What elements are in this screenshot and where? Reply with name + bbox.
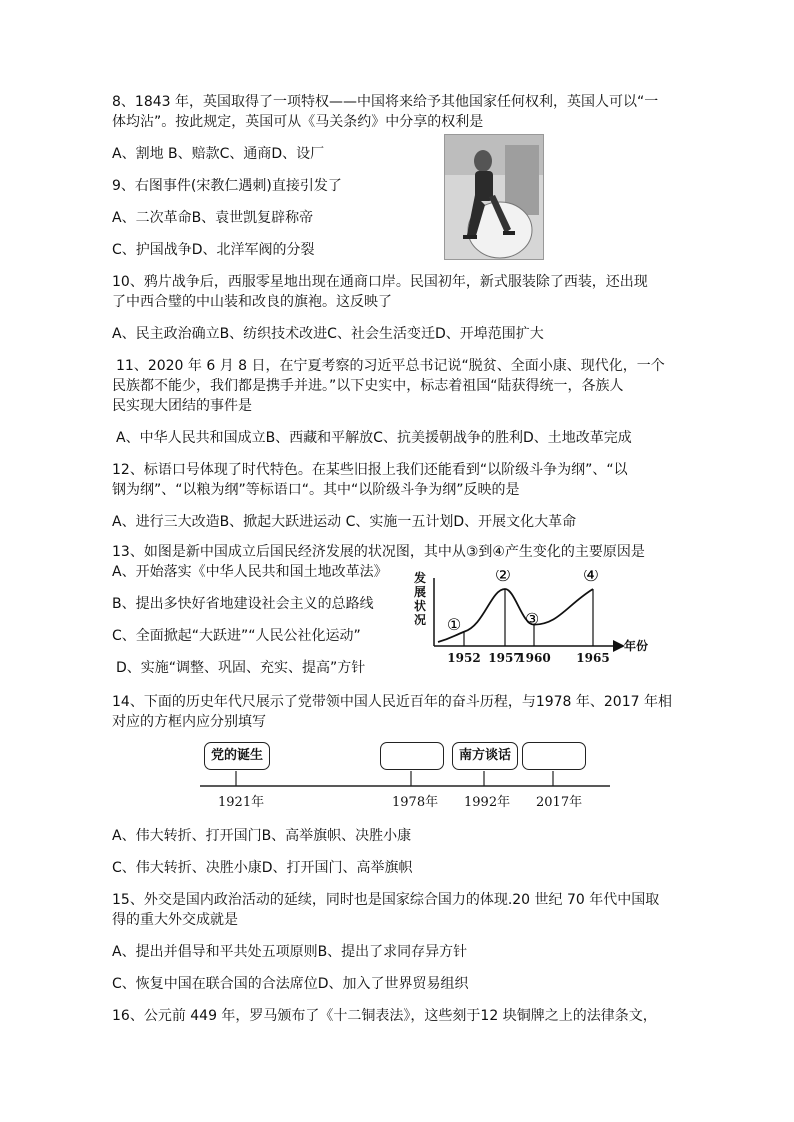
timeline-box-1992: 南方谈话 xyxy=(452,742,518,770)
q13-option-c: C、全面掀起“大跃进”“人民公社化运动” xyxy=(112,628,361,644)
q15-stem-line2: 得的重大外交成就是 xyxy=(112,912,238,928)
chart-point-label: ① xyxy=(446,614,462,634)
q15-stem-line1: 15、外交是国内政治活动的延续，同时也是国家综合国力的体现.20 世纪 70 年代中国取 xyxy=(112,892,660,908)
timeline-year-1992: 1992年 xyxy=(464,795,511,810)
q10-options: A、民主政治确立B、纺织技术改进C、社会生活变迁D、开埠范围扩大 xyxy=(112,326,544,342)
timeline-year-1921: 1921年 xyxy=(218,795,265,810)
song-jiaoren-photo xyxy=(444,134,544,260)
chart-tick-label: 1952 xyxy=(447,651,481,665)
q12-stem-line1: 12、标语口号体现了时代特色。在某些旧报上我们还能看到“以阶级斗争为纲”、“以 xyxy=(112,462,628,478)
q8-options: A、割地 B、赔款C、通商D、设厂 xyxy=(112,146,325,162)
economic-development-chart xyxy=(410,570,665,670)
q13-option-b: B、提出多快好省地建设社会主义的总路线 xyxy=(112,596,374,612)
q13-option-a: A、开始落实《中华人民共和国土地改革法》 xyxy=(112,564,388,580)
q15-options-2: C、恢复中国在联合国的合法席位D、加入了世界贸易组织 xyxy=(112,976,469,992)
chart-xlabel: 年份 xyxy=(624,639,649,653)
q12-stem-line2: 钢为纲”、“以粮为纲”等标语口“。其中“以阶级斗争为纲”反映的是 xyxy=(112,482,520,498)
chart-tick-label: 1957 xyxy=(488,651,522,665)
chart-tick-label: 1965 xyxy=(576,651,610,665)
q14-stem-line2: 对应的方框内应分别填写 xyxy=(112,714,266,730)
chart-point-label: ③ xyxy=(524,609,540,629)
q15-options-1: A、提出并倡导和平共处五项原则B、提出了求同存异方针 xyxy=(112,944,468,960)
q11-options: A、中华人民共和国成立B、西藏和平解放C、抗美援朝战争的胜利D、土地改革完成 xyxy=(116,430,632,446)
q9-stem: 9、右图事件(宋教仁遇刺)直接引发了 xyxy=(112,178,342,194)
q13-stem: 13、如图是新中国成立后国民经济发展的状况图，其中从③到④产生变化的主要原因是 xyxy=(112,544,645,560)
q11-stem-line2: 民族都不能少，我们都是携手并进。”以下史实中，标志着祖国“陆获得统一，各族人 xyxy=(112,378,624,394)
history-timeline xyxy=(196,738,614,814)
timeline-year-1978: 1978年 xyxy=(392,795,439,810)
q13-option-d: D、实施“调整、巩固、充实、提高”方针 xyxy=(116,660,366,676)
q14-options-1: A、伟大转折、打开国门B、高举旗帜、决胜小康 xyxy=(112,828,412,844)
q11-stem-line3: 民实现大团结的事件是 xyxy=(112,398,252,414)
q8-stem-line2: 体均沾”。按此规定，英国可从《马关条约》中分享的权利是 xyxy=(112,114,484,130)
chart-point-label: ② xyxy=(494,570,512,586)
q8-stem-line1: 8、1843 年，英国取得了一项特权——中国将来给予其他国家任何权利，英国人可以“一 xyxy=(112,94,659,110)
q10-stem-line1: 10、鸦片战争后，西服零星地出现在通商口岸。民国初年，新式服装除了西装，还出现 xyxy=(112,274,648,290)
q11-stem-line1: 11、2020 年 6 月 8 日，在宁夏考察的习近平总书记说“脱贫、全面小康、现代化，一个 xyxy=(116,358,665,374)
timeline-year-2017: 2017年 xyxy=(536,795,583,810)
timeline-box-1921: 党的诞生 xyxy=(204,742,270,770)
chart-ylabel: 发展状况 xyxy=(414,571,427,627)
chart-tick-label: 1960 xyxy=(517,651,551,665)
q14-options-2: C、伟大转折、决胜小康D、打开国门、高举旗帜 xyxy=(112,860,413,876)
q16-stem-line1: 16、公元前 449 年，罗马颁布了《十二铜表法》，这些刻于12 块铜牌之上的法律条文， xyxy=(112,1008,657,1024)
q14-stem-line1: 14、下面的历史年代尺展示了党带领中国人民近百年的奋斗历程，与1978 年、2017 年相 xyxy=(112,694,672,710)
chart-series-line xyxy=(438,589,593,642)
q12-options: A、进行三大改造B、掀起大跃进运动 C、实施一五计划D、开展文化大革命 xyxy=(112,514,577,530)
q10-stem-line2: 了中西合璧的中山装和改良的旗袍。这反映了 xyxy=(112,294,392,310)
chart-point-label: ④ xyxy=(582,570,600,586)
q9-options-2: C、护国战争D、北洋军阀的分裂 xyxy=(112,242,315,258)
q9-options-1: A、二次革命B、袁世凯复辟称帝 xyxy=(112,210,314,226)
